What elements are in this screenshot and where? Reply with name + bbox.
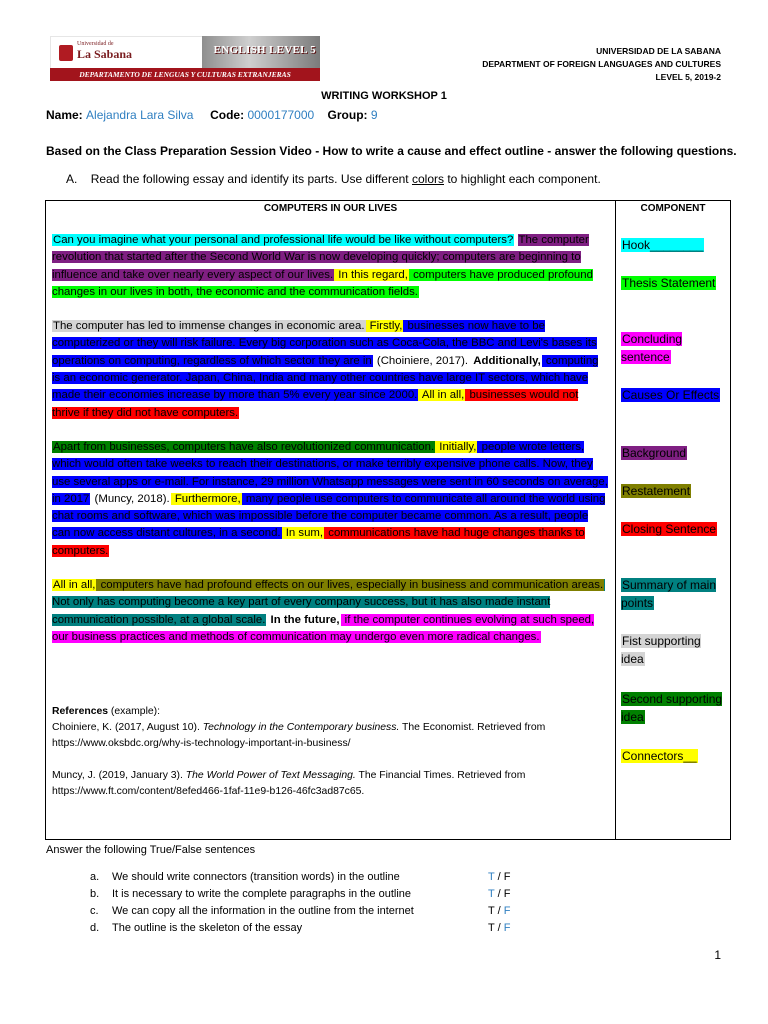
item-letter: c. — [90, 905, 99, 917]
essay-segment: computers have had profound effects on our lives, especially in business and communication areas. — [97, 579, 604, 592]
essay-segment: All in all, — [53, 579, 96, 592]
reference-item — [52, 720, 608, 752]
essay-segment: communications have had huge changes thanks to computers. — [52, 527, 585, 557]
instruction-text-after: to highlight each component. — [444, 172, 601, 186]
item-statement: We can copy all the information in the outline from the internet — [112, 905, 414, 917]
university-seal-icon — [59, 45, 73, 61]
header-line-university: UNIVERSIDAD DE LA SABANA — [596, 46, 721, 56]
reference-text: Muncy, J. (2019, January 3). — [52, 770, 186, 781]
item-answer — [488, 871, 510, 883]
essay-column-header: COMPUTERS IN OUR LIVES — [263, 203, 398, 214]
true-option: T — [488, 888, 495, 900]
reference-item — [52, 768, 608, 800]
essay-segment: In this regard, — [335, 268, 408, 281]
essay-segment: In the future, — [267, 613, 340, 626]
component-swatch-text: Connectors__ — [622, 749, 697, 763]
component-swatch-text: Restatement — [622, 484, 691, 498]
item-statement: The outline is the skeleton of the essay — [112, 922, 303, 934]
component-swatch-text: Background — [622, 446, 687, 460]
header-line-level: LEVEL 5, 2019-2 — [655, 72, 721, 82]
page-number: 1 — [714, 948, 721, 962]
false-option: F — [503, 922, 511, 934]
instruction-underlined-word: colors — [411, 172, 444, 186]
essay-segment: Can you imagine what your personal and professional life would be like without computers? — [53, 234, 514, 246]
instruction-a — [66, 172, 601, 186]
component-label — [621, 330, 725, 366]
logo-level-text: ENGLISH LEVEL 5 — [213, 44, 316, 56]
true-false-heading: Answer the following True/False sentences — [46, 844, 256, 856]
code-label: Code: — [210, 108, 245, 122]
essay-segment: people wrote letters, which would often take weeks to reach their destinations, or make terribly expensive phone calls. Now, they use several apps or e-mail. For instance, 29 million Whatsapp messages were sent in 60 seconds on average, in 2017 — [52, 440, 608, 505]
true-false-item — [90, 888, 530, 900]
essay-paragraph — [52, 439, 608, 560]
component-swatch-text: Concluding sentence — [621, 332, 683, 364]
essay-segment: In sum, — [282, 527, 324, 540]
essay-segment: The computer has led to immense changes in economic area. — [53, 320, 365, 333]
component-label — [621, 690, 725, 726]
item-answer — [488, 905, 510, 917]
student-group: 9 — [370, 108, 378, 122]
reference-title: Technology in the Contemporary business. — [202, 722, 400, 733]
reference-title: The World Power of Text Messaging. — [185, 770, 356, 781]
item-statement: We should write connectors (transition words) in the outline — [112, 871, 400, 883]
item-answer — [488, 888, 510, 900]
essay-segment: businesses would not thrive if they did not have computers. — [52, 389, 579, 419]
worksheet-title: WRITING WORKSHOP 1 — [321, 90, 447, 102]
essay-segment: Firstly, — [366, 320, 403, 333]
false-option: F — [503, 871, 511, 883]
item-letter: b. — [90, 888, 100, 900]
component-swatch-text: Summary of main points — [621, 578, 717, 610]
component-swatch-text: Causes Or Effects — [622, 388, 720, 402]
true-option: T — [488, 905, 495, 917]
essay-segment: Furthermore, — [171, 492, 241, 505]
logo-university-small: Universidad de — [77, 41, 114, 47]
essay-segment: Apart from businesses, computers have also revolutionized communication. — [53, 440, 435, 453]
group-label: Group: — [327, 108, 368, 122]
essay-segment: computers have produced profound changes in our lives in both, the economic and the communication fields. — [52, 268, 593, 298]
component-label — [621, 274, 725, 292]
instruction-letter: A. — [66, 172, 78, 186]
reference-source: The Economist. Retrieved from https://www.oksbdc.org/why-is-technology-important-in-business/ — [52, 722, 546, 749]
student-info-row — [46, 108, 378, 122]
header-institution-block — [482, 45, 721, 84]
essay-paragraph — [52, 318, 608, 422]
component-swatch-text: Hook________ — [622, 238, 704, 252]
item-letter: d. — [90, 922, 100, 934]
true-false-item — [90, 905, 530, 917]
intro-question: Based on the Class Preparation Session Video - How to write a cause and effect outline - answer the following questions. — [46, 144, 737, 158]
essay-segment: many people use computers to communicate all around the world using chat rooms and software, which was impossible before the computer became common. As a result, people can now access distant cultures, in a second. — [52, 492, 606, 540]
references-block — [52, 704, 608, 816]
instruction-text-before: Read the following essay and identify its parts. Use different — [90, 172, 412, 186]
component-label — [621, 520, 725, 538]
references-label-suffix: (example): — [108, 706, 160, 717]
component-label — [621, 747, 725, 765]
component-label — [621, 444, 725, 462]
essay-segment: Additionally, — [473, 354, 541, 367]
logo-left-panel — [50, 36, 204, 70]
header-line-department: DEPARTMENT OF FOREIGN LANGUAGES AND CULTURES — [482, 59, 721, 69]
university-logo — [50, 36, 320, 82]
essay-body — [52, 232, 608, 663]
option-separator: / — [494, 871, 504, 883]
essay-segment: computing is an economic generator. Japan, China, India and many other countries have large IT sectors, which have made their economies increase by more than 5% every year since 2000. — [52, 354, 599, 402]
essay-segment: businesses now have to be computerized or they will risk failure. Every big corporation such as Coca-Cola, the BBC and Levi's bases its operations on computing, regardless of which sector they are in — [52, 320, 597, 367]
item-answer — [488, 922, 510, 934]
essay-segment: Initially, — [436, 440, 477, 453]
essay-segment: (Muncy, 2018). — [91, 492, 170, 505]
reference-source: The Financial Times. Retrieved from https://www.ft.com/content/8efed466-1faf-11e9-b126-46fc3ad87c65. — [52, 770, 526, 797]
true-false-item — [90, 922, 530, 934]
true-false-item — [90, 871, 530, 883]
component-column-header: COMPONENT — [640, 203, 706, 214]
name-label: Name: — [46, 108, 83, 122]
component-label — [621, 236, 725, 254]
true-option: T — [488, 922, 495, 934]
logo-department-band: DEPARTAMENTO DE LENGUAS Y CULTURAS EXTRANJERAS — [50, 68, 320, 81]
component-swatch-text: Second supporting idea — [621, 692, 723, 724]
student-name: Alejandra Lara Silva — [86, 108, 194, 122]
option-separator: / — [494, 905, 504, 917]
option-separator: / — [494, 922, 504, 934]
student-code: 0000177000 — [247, 108, 315, 122]
essay-segment: if the computer continues evolving at such speed, our business practices and methods of communication may undergo even more radical changes. — [52, 613, 595, 643]
component-label — [621, 482, 725, 500]
false-option: F — [503, 905, 511, 917]
component-swatch-text: Thesis Statement — [622, 276, 716, 290]
reference-text: Choiniere, K. (2017, August 10). — [52, 722, 203, 733]
component-label — [621, 632, 725, 668]
component-swatch-text: Fist supporting idea — [621, 634, 701, 666]
essay-segment: The computer revolution that started after the Second World War is now developing quickly; computers are beginning to influence and take over nearly every aspect of our lives. — [52, 234, 589, 281]
option-separator: / — [494, 888, 504, 900]
component-swatch-text: Closing Sentence — [622, 522, 717, 536]
component-label — [621, 576, 725, 612]
essay-segment: Not only has computing become a key part of every company success, but it has also made instant communication possible, at a global scale. — [52, 579, 605, 626]
table-column-divider — [615, 200, 616, 840]
true-option: T — [488, 871, 495, 883]
item-statement: It is necessary to write the complete paragraphs in the outline — [112, 888, 411, 900]
essay-segment: (Choiniere, 2017). — [373, 354, 472, 367]
essay-paragraph — [52, 232, 608, 301]
false-option: F — [503, 888, 511, 900]
essay-paragraph — [52, 577, 608, 646]
item-letter: a. — [90, 871, 100, 883]
references-label: References — [52, 706, 109, 717]
essay-segment: All in all, — [419, 389, 465, 402]
component-label — [621, 386, 725, 404]
logo-level-banner — [202, 36, 320, 68]
logo-university-name: La Sabana — [77, 47, 133, 61]
